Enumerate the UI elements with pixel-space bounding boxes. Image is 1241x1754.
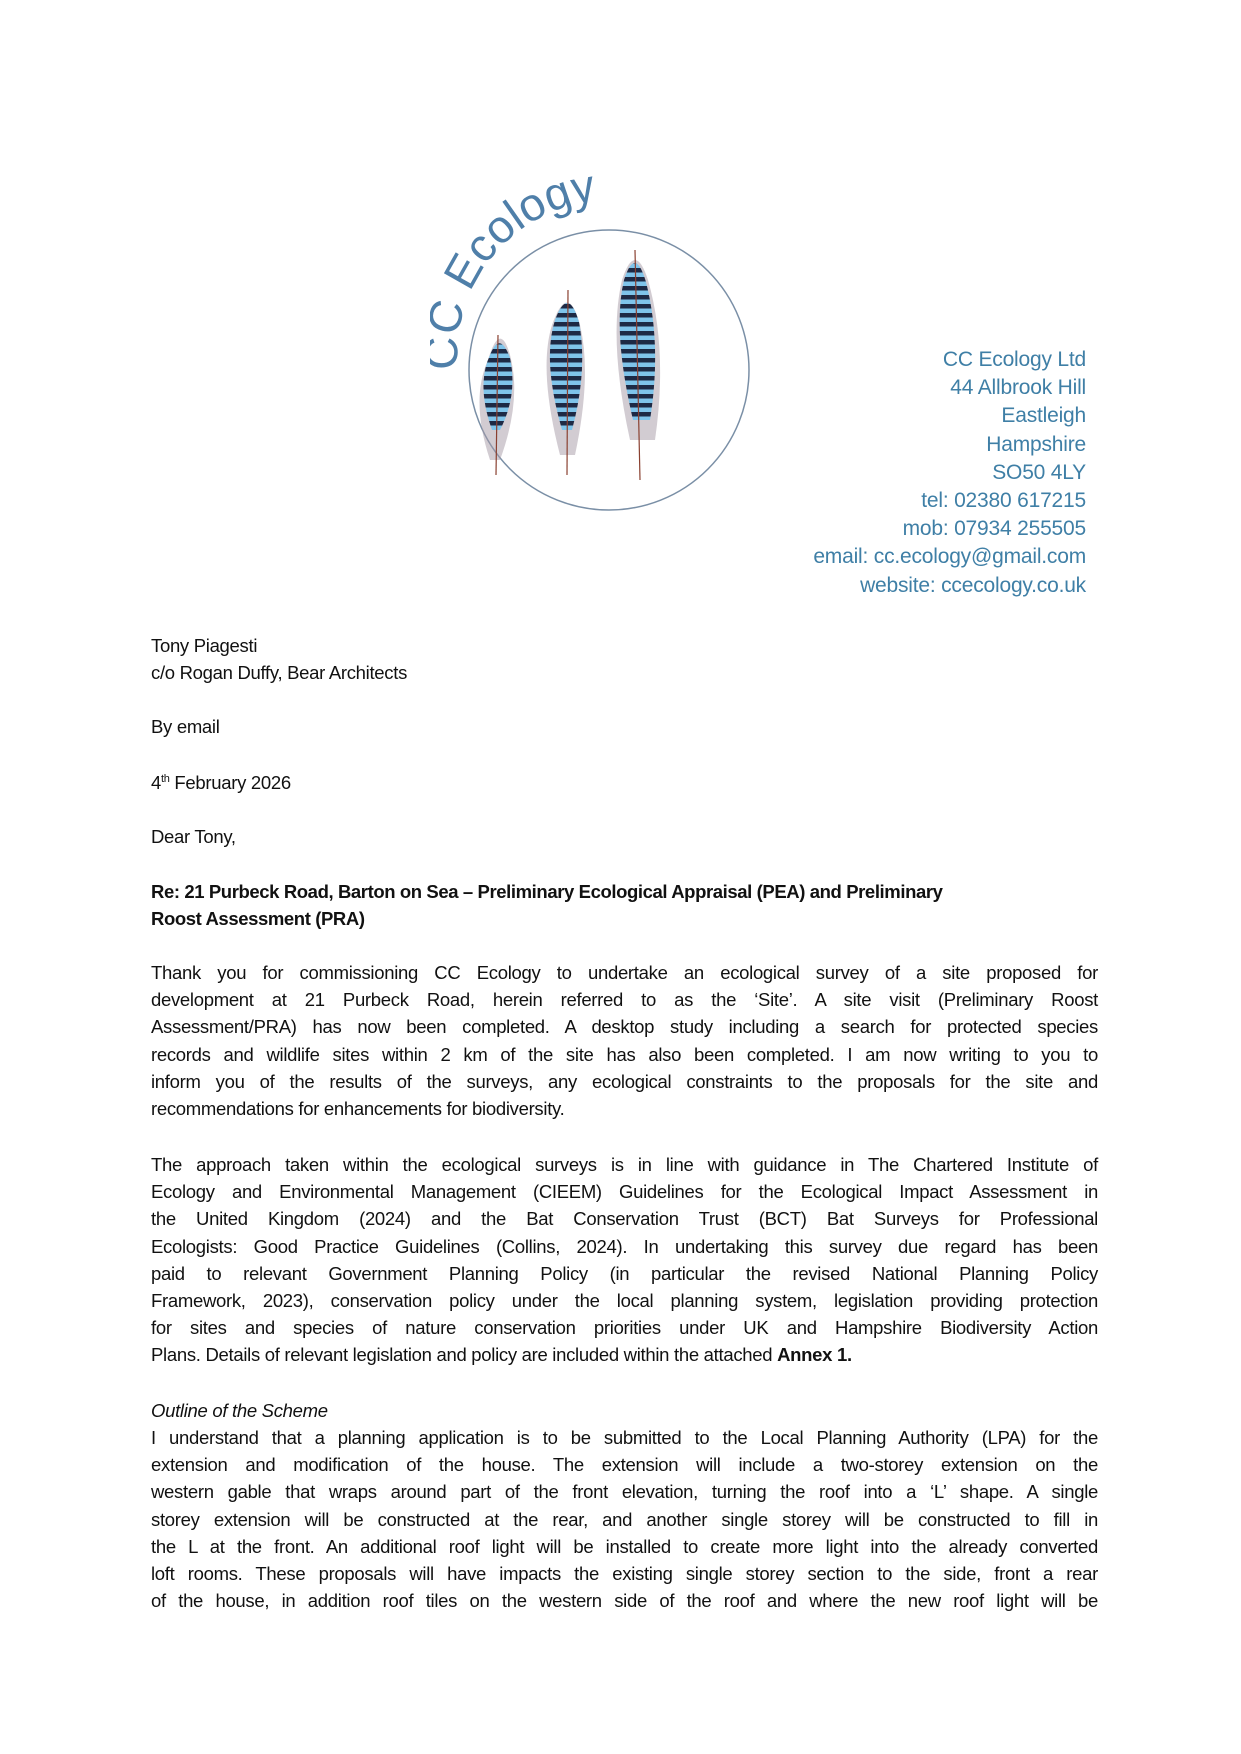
recipient-name: Tony Piagesti (151, 635, 258, 656)
paragraph-line: Assessment/PRA) has now been completed. A desktop study including a search for protected species (151, 1016, 1098, 1038)
email-link[interactable]: email: cc.ecology@gmail.com (813, 545, 1086, 569)
paragraph-line: The approach taken within the ecological surveys is in line with guidance in The Chartered Institute of (151, 1154, 1098, 1175)
paragraph-text: Plans. Details of relevant legislation and policy are included within the attached (151, 1344, 778, 1366)
annex-reference: Annex 1. (777, 1344, 852, 1366)
paragraph-line: Framework, 2023), conservation policy under the local planning system, legislation providing protection (151, 1290, 1098, 1312)
company-logo (430, 160, 790, 520)
address-town: Eastleigh (1001, 404, 1086, 428)
paragraph-line: recommendations for enhancements for biodiversity. (151, 1098, 565, 1120)
date-suffix: th (161, 772, 170, 785)
paragraph-line (151, 1341, 1098, 1368)
recipient-block (151, 632, 1098, 686)
paragraph-line: loft rooms. These proposals will have impacts the existing single storey section to the side, front a rear (151, 1563, 1098, 1585)
paragraph-line: I understand that a planning application is to be submitted to the Local Planning Authority (LPA) for the (151, 1427, 1098, 1448)
paragraph-line: the United Kingdom (2024) and the Bat Conservation Trust (BCT) Bat Surveys for Professional (151, 1208, 1098, 1230)
paragraph-intro (151, 959, 1098, 1122)
feather-icon (547, 290, 585, 475)
paragraph-line: for sites and species of nature conservation priorities under UK and Hampshire Biodiversity Action (151, 1317, 1098, 1339)
paragraph-line: development at 21 Purbeck Road, herein referred to as the ‘Site’. A site visit (Preliminary Roost (151, 989, 1098, 1011)
paragraph-line: of the house, in addition roof tiles on the western side of the roof and where the new roof light will be (151, 1590, 1098, 1612)
feather-icon (479, 335, 514, 475)
date-rest: February 2026 (169, 772, 291, 793)
delivery-method: By email (151, 716, 220, 737)
paragraph-line: Ecologists: Good Practice Guidelines (Collins, 2024). In undertaking this survey due regard has been (151, 1235, 1098, 1257)
letter-date (151, 769, 1098, 796)
address-county: Hampshire (986, 432, 1086, 456)
subject-line-1: Re: 21 Purbeck Road, Barton on Sea – Preliminary Ecological Appraisal (PEA) and Preliminary (151, 881, 943, 902)
company-address (813, 346, 1086, 600)
paragraph-approach (151, 1151, 1098, 1369)
paragraph-line: storey extension will be constructed at the rear, and another single storey will be constructed to fill in (151, 1508, 1098, 1530)
paragraph-line: Ecology and Environmental Management (CIEEM) Guidelines for the Ecological Impact Assessment in (151, 1181, 1098, 1203)
address-street: 44 Allbrook Hill (950, 376, 1086, 400)
feather-icon (617, 250, 661, 480)
mobile: mob: 07934 255505 (902, 517, 1086, 541)
subject-line (151, 878, 1098, 932)
paragraph-scheme (151, 1424, 1098, 1614)
date-day: 4 (151, 772, 161, 793)
scheme-heading: Outline of the Scheme (151, 1400, 328, 1421)
paragraph-line: paid to relevant Government Planning Policy (in particular the revised National Planning Policy (151, 1262, 1098, 1284)
paragraph-line: western gable that wraps around part of the front elevation, turning the roof into a ‘L’ shape. A single (151, 1481, 1098, 1503)
subject-line-2: Roost Assessment (PRA) (151, 908, 365, 930)
telephone: tel: 02380 617215 (921, 489, 1086, 513)
company-name: CC Ecology Ltd (942, 348, 1086, 371)
paragraph-line: inform you of the results of the surveys, any ecological constraints to the proposals for the site and (151, 1070, 1098, 1092)
paragraph-line: the L at the front. An additional roof light will be installed to create more light into the already converted (151, 1535, 1098, 1557)
paragraph-line: records and wildlife sites within 2 km of the site has also been completed. I am now writing to you to (151, 1043, 1098, 1065)
paragraph-line: extension and modification of the house. The extension will include a two-storey extension on the (151, 1454, 1098, 1476)
website-link[interactable]: website: ccecology.co.uk (860, 573, 1086, 597)
recipient-care-of: c/o Rogan Duffy, Bear Architects (151, 662, 408, 684)
salutation: Dear Tony, (151, 826, 236, 847)
logo-title: Ecology (433, 160, 599, 298)
address-postcode: SO50 4LY (992, 460, 1086, 484)
paragraph-line: Thank you for commissioning CC Ecology to undertake an ecological survey of a site proposed for (151, 962, 1098, 983)
